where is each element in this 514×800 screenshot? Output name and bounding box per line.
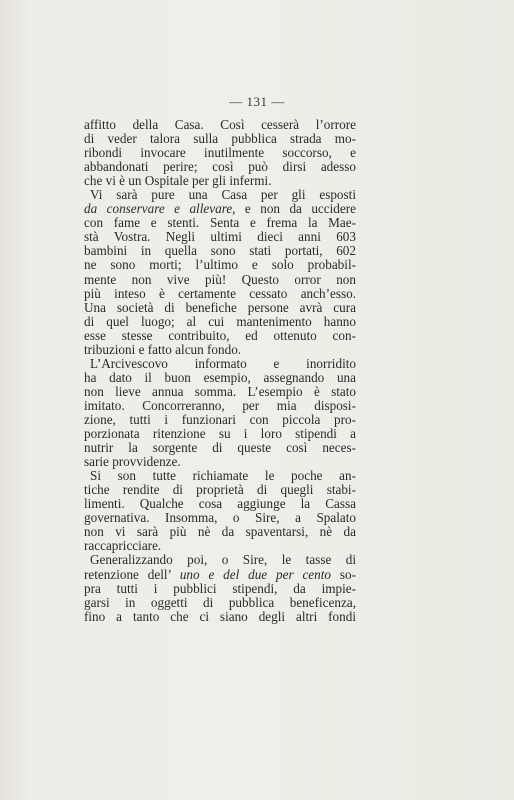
- text-line: L’Arcivescovo informato e inorridito: [90, 355, 356, 371]
- text-line: [84, 202, 356, 216]
- text-line: stà Vostra. Negli ultimi dieci anni 603: [84, 229, 356, 245]
- text-line: Una società di benefiche persone avrà cura: [84, 299, 356, 315]
- text-line: tiche rendite di proprietà di quegli stabi-: [84, 482, 356, 498]
- text-line: ne sono morti; l’ultimo e solo probabil-: [84, 257, 356, 273]
- text-line: pra tutti i pubblici stipendi, da impie-: [84, 580, 356, 596]
- text-segment: so-: [331, 566, 356, 582]
- body-text: [84, 118, 356, 624]
- text-line: di veder talora sulla pubblica strada mo-: [84, 131, 356, 147]
- text-line: tribuzioni e fatto alcun fondo.: [84, 341, 242, 357]
- text-line: ribondi invocare inutilmente soccorso, e: [84, 145, 356, 161]
- text-line: [84, 568, 356, 582]
- text-line: non vi sarà più nè da spaventarsi, nè da: [84, 524, 356, 540]
- text-line: garsi in oggetti di pubblica beneficenza,: [84, 594, 356, 610]
- text-line: di quel luogo; al cui mantenimento hanno: [84, 313, 356, 329]
- text-line: governativa. Insomma, o Sire, a Spalato: [84, 510, 356, 526]
- italic-text-segment: uno e del due per cento: [179, 566, 332, 582]
- text-segment: e non da uccidere: [235, 201, 356, 217]
- text-line: affitto della Casa. Così cesserà l’orrore: [84, 117, 356, 132]
- text-line: esse stesse contribuito, ed ottenuto con-: [84, 327, 356, 343]
- text-line: più inteso è certamente cessato anch’esso.: [84, 285, 356, 301]
- text-segment: retenzione dell’: [84, 566, 180, 582]
- text-line: zione, tutti i funzionari con piccola pro-: [84, 411, 356, 427]
- text-line: Generalizzando poi, o Sire, le tasse di: [90, 552, 356, 568]
- text-line: mente non vive più! Questo orror non: [84, 271, 356, 287]
- text-line: bambini in quella sono stati portati, 602: [84, 243, 356, 259]
- text-line: abbandonati perire; così può dirsi adesso: [84, 159, 356, 175]
- text-line: raccapricciare.: [84, 538, 162, 554]
- text-line: non lieve annua somma. L’esempio è stato: [84, 383, 356, 399]
- text-line: Vi sarà pure una Casa per gli esposti: [90, 187, 356, 203]
- italic-text-segment: da conservare e allevare,: [84, 201, 236, 217]
- page-number: — 131 —: [229, 94, 285, 109]
- text-line: ha dato il buon esempio, assegnando una: [84, 369, 356, 385]
- text-line: che vi è un Ospitale per gli infermi.: [84, 173, 272, 189]
- text-line: porzionata ritenzione su i loro stipendi a: [84, 426, 356, 442]
- text-line: nutrir la sorgente di queste così neces-: [84, 440, 356, 456]
- text-line: fino a tanto che ci siano degli altri fondi: [84, 608, 356, 624]
- text-line: sarie provvidenze.: [84, 454, 181, 470]
- text-line: imitato. Concorreranno, per mia disposi-: [84, 397, 356, 413]
- text-line: Si son tutte richiamate le poche an-: [90, 468, 356, 484]
- text-line: limenti. Qualche cosa aggiunge la Cassa: [84, 496, 356, 512]
- text-line: con fame e stenti. Senta e frema la Mae-: [84, 215, 356, 231]
